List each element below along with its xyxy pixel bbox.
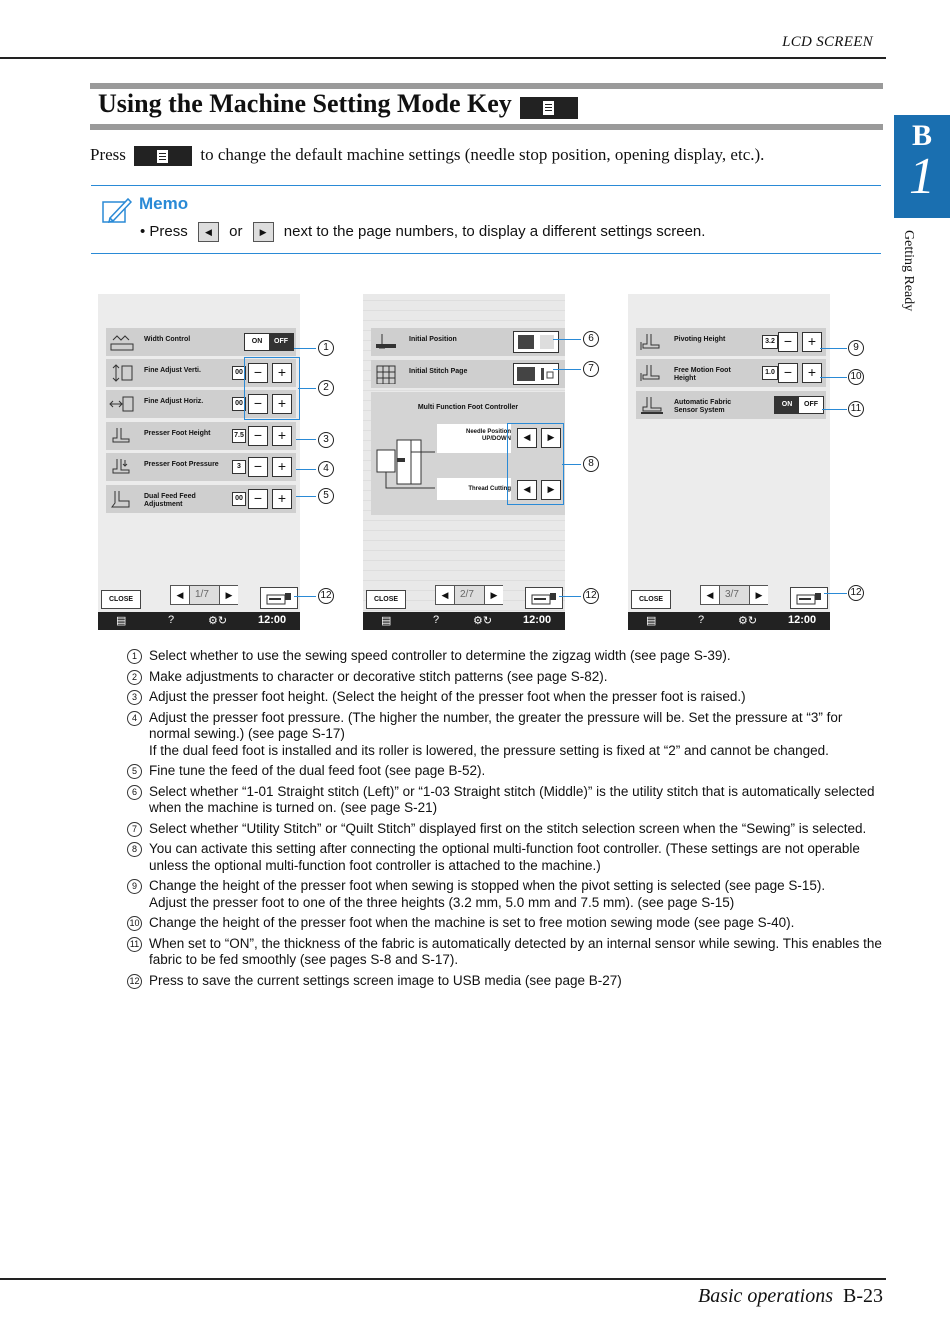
setting-label: Dual Feed Feed Adjustment (144, 493, 196, 508)
description-item (127, 973, 887, 990)
setting-value: 7.5 (232, 429, 246, 443)
page-title: Using the Machine Setting Mode Key (98, 89, 512, 118)
leader-10 (820, 377, 847, 378)
fabric-sensor-icon (639, 395, 665, 415)
memo-text-1: • Press (140, 222, 188, 240)
settings-key-icon[interactable]: ▤ (116, 615, 127, 627)
chapter-letter: B (911, 119, 932, 152)
callout-3: 3 (318, 432, 334, 448)
plus-button[interactable]: + (802, 363, 822, 383)
minus-button[interactable]: − (248, 363, 268, 383)
clock: 12:00 (258, 614, 287, 626)
mode-icon[interactable]: ⚙↻ (208, 615, 228, 627)
item-text: Fine tune the feed of the dual feed foot (see page B-52). (149, 763, 486, 778)
page-navigator (435, 585, 503, 605)
chapter-label-text: Getting Ready (901, 230, 916, 312)
callout-5: 5 (318, 488, 334, 504)
description-item (127, 936, 887, 969)
width-control-icon (109, 332, 135, 352)
intro-text (90, 145, 764, 166)
dual-feed-icon (109, 489, 135, 509)
prev-page-button[interactable]: ◀ (436, 586, 455, 604)
footer-rule (0, 1278, 886, 1280)
screen-status-bar (628, 612, 830, 630)
memo-pencil-icon (102, 196, 132, 224)
horizontal-adjust-icon (109, 394, 135, 414)
usb-save-icon (261, 588, 297, 608)
prev-page-button[interactable]: ◀ (701, 586, 720, 604)
setting-row-presser-foot-pressure (106, 453, 296, 481)
callout-2: 2 (318, 380, 334, 396)
item-text: Select whether “1-01 Straight stitch (Left)” or “1-03 Straight stitch (Middle)” is the utility stitch that is automatically selected when the machine is turned on. (see page S-21) (149, 783, 875, 815)
setting-row-width-control (106, 328, 296, 356)
page-number: B-23 (843, 1285, 883, 1307)
fabric-sensor-toggle[interactable] (774, 396, 824, 414)
minus-button[interactable]: − (248, 426, 268, 446)
close-button[interactable]: CLOSE (101, 590, 141, 609)
leader-11 (822, 409, 847, 410)
callout-12a: 12 (318, 588, 334, 604)
page-indicator: 2/7 (460, 589, 474, 600)
panel-title: Multi Function Foot Controller (417, 404, 519, 411)
setting-row-free-motion-foot-height (636, 359, 826, 387)
prev-page-button[interactable]: ◀ (171, 586, 190, 604)
setting-value: 00 (232, 366, 246, 380)
screen-status-bar (363, 612, 565, 630)
plus-button[interactable]: + (272, 426, 292, 446)
chapter-tab (894, 115, 950, 218)
next-page-button[interactable]: ▶ (219, 586, 238, 604)
item-text: Select whether “Utility Stitch” or “Quilt Stitch” displayed first on the stitch selection screen when the “Sewing” is selected. (149, 820, 867, 836)
next-page-button[interactable]: ▶ (484, 586, 503, 604)
needle-position-icon (374, 332, 400, 352)
setting-value: 3 (232, 460, 246, 474)
help-icon[interactable]: ? (168, 614, 175, 626)
needle-position-prev-button[interactable]: ◀ (517, 428, 537, 448)
memo-rule-top (91, 185, 881, 186)
next-page-button[interactable]: ▶ (749, 586, 768, 604)
width-control-toggle[interactable] (244, 333, 294, 351)
highlight-foot-controller (507, 423, 564, 505)
setting-label: Width Control (144, 336, 191, 343)
leader-1 (294, 348, 316, 349)
minus-button[interactable]: − (778, 363, 798, 383)
callout-7: 7 (583, 361, 599, 377)
stitch-page-icon (374, 364, 400, 384)
needle-position-next-button[interactable]: ▶ (541, 428, 561, 448)
description-item (127, 648, 887, 665)
callout-6: 6 (583, 331, 599, 347)
item-number: 6 (127, 785, 142, 800)
description-list (127, 648, 887, 993)
leader-8 (562, 464, 581, 465)
plus-button[interactable]: + (802, 332, 822, 352)
leader-9 (820, 348, 847, 349)
item-number: 3 (127, 690, 142, 705)
usb-save-icon (791, 588, 827, 608)
item-text: Select whether to use the sewing speed controller to determine the zigzag width (see page S-39). (149, 648, 731, 663)
item-number: 12 (127, 974, 142, 989)
footer-section: Basic operations (698, 1285, 833, 1307)
setting-value: 00 (232, 397, 246, 411)
toggle-off[interactable]: OFF (269, 334, 293, 350)
header-rule (0, 57, 886, 59)
callout-12c: 12 (848, 585, 864, 601)
settings-key-icon[interactable]: ▤ (646, 615, 657, 627)
setting-row-fabric-sensor (636, 391, 826, 419)
left-arrow-key-icon: ◀ (198, 222, 219, 242)
setting-label: Initial Position (409, 336, 457, 343)
item-number: 4 (127, 711, 142, 726)
clock: 12:00 (788, 614, 817, 626)
page-navigator (170, 585, 238, 605)
chapter-number: 1 (909, 148, 935, 205)
setting-label: Presser Foot Height (144, 430, 211, 437)
leader-12c (824, 593, 847, 594)
item-number: 8 (127, 842, 142, 857)
item-text: Change the height of the presser foot when sewing is stopped when the pivot setting is selected (see page S-15). (149, 878, 826, 893)
item-text-2: If the dual feed foot is installed and its roller is lowered, the pressure setting is fixed at “2” and cannot be changed. (149, 742, 829, 758)
item-number: 2 (127, 670, 142, 685)
highlight-fine-adjust (244, 357, 300, 420)
description-item (127, 784, 887, 817)
memo-text-3: next to the page numbers, to display a different settings screen. (283, 222, 706, 240)
leader-5 (296, 496, 316, 497)
item-number: 11 (127, 937, 142, 952)
callout-9: 9 (848, 340, 864, 356)
clock: 12:00 (523, 614, 552, 626)
setting-value: 00 (232, 492, 246, 506)
settings-key-icon[interactable]: ▤ (381, 615, 392, 627)
description-item (127, 763, 887, 780)
plus-button[interactable]: + (272, 489, 292, 509)
description-item (127, 669, 887, 686)
setting-label: Free Motion Foot Height (674, 367, 731, 382)
item-text-2: Adjust the presser foot to one of the three heights (3.2 mm, 5.0 mm and 7.5 mm). (see page S-15) (149, 894, 735, 910)
setting-label: Pivoting Height (674, 336, 726, 343)
setting-row-dual-feed (106, 485, 296, 513)
setting-label: Initial Stitch Page (409, 368, 468, 375)
description-item (127, 878, 887, 911)
callout-4: 4 (318, 461, 334, 477)
help-icon[interactable]: ? (698, 614, 705, 626)
description-item (127, 821, 887, 838)
settings-screen-page-3 (628, 294, 830, 630)
setting-value: 3.2 (762, 335, 778, 349)
setting-label: Fine Adjust Horiz. (144, 398, 204, 405)
callout-11: 11 (848, 401, 864, 417)
leader-12a (294, 596, 316, 597)
presser-foot-pressure-icon (109, 457, 135, 477)
thread-cutting-next-button[interactable]: ▶ (541, 480, 561, 500)
intro-before: Press (90, 145, 126, 164)
page-navigator (700, 585, 768, 605)
initial-position-selector[interactable] (513, 331, 559, 353)
item-number: 9 (127, 879, 142, 894)
setting-label: Automatic Fabric Sensor System (674, 399, 732, 414)
leader-7 (553, 369, 581, 370)
memo-rule-bottom (91, 253, 881, 254)
item-text: Adjust the presser foot pressure. (The higher the number, the greater the pressure will be. Set the pressure at “3” for normal sewing.) (see page S-17) (149, 709, 843, 741)
leader-2 (298, 388, 316, 389)
memo-text (140, 222, 705, 242)
foot-controller-icon (375, 432, 435, 492)
setting-row-presser-foot-height (106, 422, 296, 450)
footer (600, 1285, 883, 1308)
title-band-bottom (90, 124, 883, 130)
usb-save-button[interactable] (260, 587, 298, 609)
toggle-on[interactable]: ON (775, 397, 799, 413)
description-item (127, 689, 887, 706)
page-indicator: 1/7 (195, 589, 209, 600)
setting-row-initial-stitch-page (371, 360, 565, 388)
memo-text-2: or (229, 222, 243, 240)
leader-3 (296, 439, 316, 440)
screen-status-bar (98, 612, 300, 630)
help-icon[interactable]: ? (433, 614, 440, 626)
toggle-on[interactable]: ON (251, 338, 263, 345)
right-arrow-key-icon: ▶ (253, 222, 274, 242)
initial-stitch-page-selector[interactable] (513, 363, 559, 385)
plus-button[interactable]: + (272, 394, 292, 414)
callout-10: 10 (848, 369, 864, 385)
usb-save-button[interactable] (790, 587, 828, 609)
leader-4 (296, 469, 316, 470)
callout-1: 1 (318, 340, 334, 356)
leader-6 (553, 339, 581, 340)
intro-after: to change the default machine settings (needle stop position, opening display, etc.). (200, 145, 765, 164)
minus-button[interactable]: − (778, 332, 798, 352)
pivoting-height-icon (639, 332, 665, 352)
setting-value: 1.0 (762, 366, 778, 380)
item-text: You can activate this setting after connecting the optional multi-function foot controller. (These settings are not operable unless the optional multi-function foot controller is attached to the machine.) (149, 841, 860, 873)
toggle-off[interactable]: OFF (804, 401, 818, 408)
plus-button[interactable]: + (272, 363, 292, 383)
thread-cutting-label: Thread Cutting (437, 478, 511, 500)
item-number: 10 (127, 916, 142, 931)
usb-save-button[interactable] (525, 587, 563, 609)
close-button[interactable]: CLOSE (366, 590, 406, 609)
item-text: Adjust the presser foot height. (Select the height of the presser foot when the presser foot is raised.) (149, 689, 746, 704)
presser-foot-height-icon (109, 426, 135, 446)
item-number: 1 (127, 649, 142, 664)
section-label: LCD SCREEN (782, 34, 873, 50)
plus-button[interactable]: + (272, 457, 292, 477)
callout-12b: 12 (583, 588, 599, 604)
item-number: 5 (127, 764, 142, 779)
setting-label: Fine Adjust Verti. (144, 367, 201, 374)
setting-row-initial-position (371, 328, 565, 356)
mode-icon[interactable]: ⚙↻ (738, 615, 758, 627)
leader-12b (559, 596, 581, 597)
item-text: Press to save the current settings screen image to USB media (see page B-27) (149, 972, 622, 988)
settings-key-icon (134, 146, 192, 166)
minus-button[interactable]: − (248, 394, 268, 414)
settings-key-icon (520, 97, 578, 119)
usb-save-icon (526, 588, 562, 608)
callout-8: 8 (583, 456, 599, 472)
description-item (127, 915, 887, 932)
free-motion-foot-icon (639, 363, 665, 383)
page-indicator: 3/7 (725, 589, 739, 600)
item-text: Make adjustments to character or decorative stitch patterns (see page S-82). (149, 668, 608, 684)
description-item (127, 710, 887, 760)
setting-label: Presser Foot Pressure (144, 461, 219, 468)
vertical-adjust-icon (109, 363, 135, 383)
minus-button[interactable]: − (248, 489, 268, 509)
memo-title: Memo (139, 194, 189, 213)
settings-screen-page-1 (98, 294, 300, 630)
close-button[interactable]: CLOSE (631, 590, 671, 609)
chapter-label (900, 230, 940, 350)
setting-row-pivoting-height (636, 328, 826, 356)
mode-icon[interactable]: ⚙↻ (473, 615, 493, 627)
description-item (127, 841, 887, 874)
minus-button[interactable]: − (248, 457, 268, 477)
thread-cutting-prev-button[interactable]: ◀ (517, 480, 537, 500)
item-number: 7 (127, 822, 142, 837)
item-text: Change the height of the presser foot when the machine is set to free motion sewing mode (see page S-40). (149, 915, 795, 930)
item-text: When set to “ON”, the thickness of the fabric is automatically detected by an internal sensor while sewing. This enables the fabric to be fed smoothly (see pages S-8 and S-17). (149, 935, 882, 967)
needle-position-label: Needle Position UP/DOWN (437, 424, 511, 453)
